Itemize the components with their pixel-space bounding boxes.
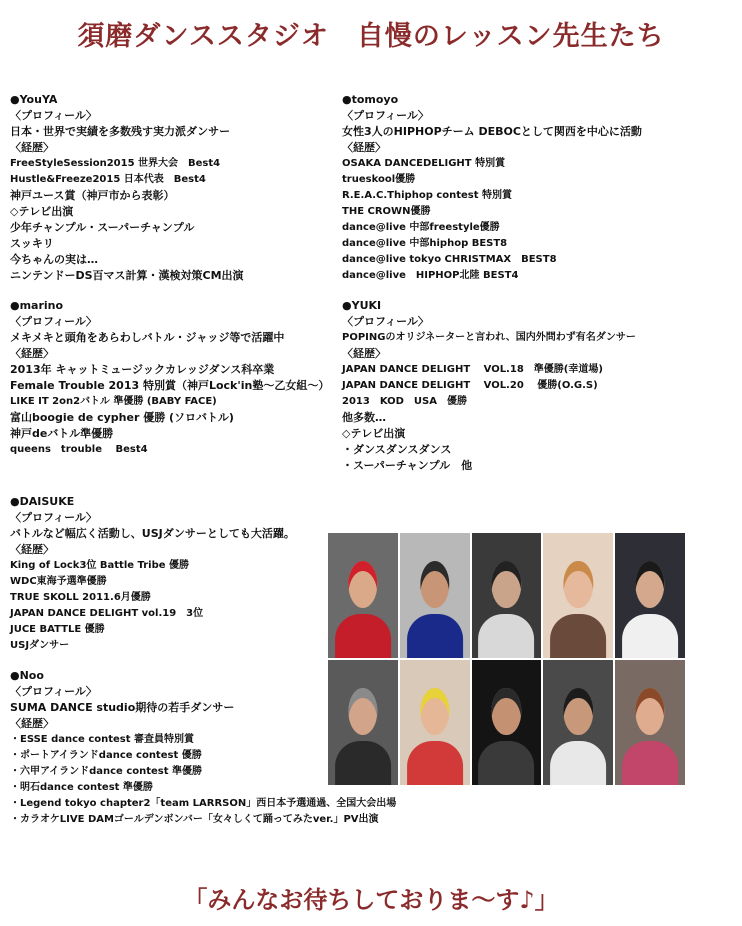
profile-line: OSAKA DANCEDELIGHT 特別賞 [342, 158, 506, 169]
teacher-photo [472, 533, 542, 658]
profile-line: ◇テレビ出演 [342, 427, 406, 440]
profile-line: 神戸ユース賞（神戸市から表彰） [10, 189, 175, 202]
teacher-photo [615, 660, 685, 785]
photo-body [335, 741, 391, 785]
teacher-photo [328, 660, 398, 785]
teacher-name: ●tomoyo [342, 93, 399, 106]
photo-body [479, 741, 535, 785]
photo-body [407, 741, 463, 785]
teacher-name: ●YouYA [10, 93, 58, 106]
profile-line: 日本・世界で実績を多数残す実力派ダンサー [10, 125, 231, 138]
profile-line: 2013年 キャットミュージックカレッジダンス科卒業 [10, 363, 275, 376]
profile-line: THE CROWN優勝 [342, 206, 431, 217]
profile-line: queens trouble Best4 [10, 444, 148, 455]
profile-line: 〈経歴〉 [10, 717, 54, 730]
photo-head [635, 561, 664, 609]
teacher-photo [400, 533, 470, 658]
profile-line: ・ダンスダンスダンス [342, 443, 452, 456]
photo-head [635, 688, 664, 736]
photo-head [420, 688, 449, 736]
profile-line: 〈経歴〉 [10, 543, 54, 556]
teacher-photo [615, 533, 685, 658]
profile-line: ・スーパーチャンプル 他 [342, 459, 473, 472]
profile-line: dance@live 中部hiphop BEST8 [342, 238, 508, 249]
teacher-photo [543, 533, 613, 658]
teacher-photo [400, 660, 470, 785]
teacher-name: ●DAISUKE [10, 495, 75, 508]
photo-body [622, 741, 678, 785]
photo-head [348, 561, 377, 609]
photo-body [622, 614, 678, 658]
profile-line: King of Lock3位 Battle Tribe 優勝 [10, 560, 190, 571]
profile-line: ・ESSE dance contest 審査員特別賞 [10, 734, 195, 745]
profile-line: ・明石dance contest 準優勝 [10, 782, 153, 793]
profile-line: 少年チャンプル・スーパーチャンプル [10, 221, 195, 234]
profile-line: 2013 KOD USA 優勝 [342, 396, 467, 407]
profile-line: trueskool優勝 [342, 174, 416, 185]
profile-line: TRUE SKOLL 2011.6月優勝 [10, 592, 151, 603]
profile-line: スッキリ [10, 237, 54, 250]
profile-line: 〈プロフィール〉 [342, 109, 429, 122]
profile-line: 〈プロフィール〉 [10, 315, 97, 328]
profile-line: 富山boogie de cypher 優勝 (ソロバトル) [10, 411, 234, 424]
photo-body [550, 741, 606, 785]
profile-line: 〈経歴〉 [10, 347, 54, 360]
profile-line: dance@live 中部freestyle優勝 [342, 222, 500, 233]
profile-line: 〈経歴〉 [10, 141, 54, 154]
photo-head [564, 561, 593, 609]
photo-body [335, 614, 391, 658]
profile-line: バトルなど幅広く活動し、USJダンサーとしても大活躍。 [10, 527, 295, 540]
profile-line: 神戸deバトル準優勝 [10, 427, 114, 440]
teacher-photo [543, 660, 613, 785]
teacher-photo [472, 660, 542, 785]
profile-line: JAPAN DANCE DELIGHT VOL.18 準優勝(幸道場) [342, 364, 603, 375]
profile-line: JAPAN DANCE DELIGHT VOL.20 優勝(O.G.S) [342, 380, 598, 391]
teacher-name: ●Noo [10, 669, 44, 682]
profile-line: JUCE BATTLE 優勝 [10, 624, 105, 635]
footer-message: 「みんなお待ちしておりま～す♪」 [183, 886, 559, 914]
profile-line: POPINGのオリジネーターと言われ、国内外問わず有名ダンサー [342, 332, 636, 343]
profile-line: dance@live tokyo CHRISTMAX BEST8 [342, 254, 557, 265]
profile-line: R.E.A.C.Thiphop contest 特別賞 [342, 190, 513, 201]
profile-line: FreeStyleSession2015 世界大会 Best4 [10, 158, 221, 169]
teacher-photo [328, 533, 398, 658]
profile-line: LIKE IT 2on2バトル 準優勝 (BABY FACE) [10, 396, 217, 407]
photo-body [407, 614, 463, 658]
teacher-youya [10, 92, 244, 284]
profile-line: 今ちゃんの実は… [10, 253, 98, 266]
teacher-name: ●YUKI [342, 299, 382, 312]
photo-head [420, 561, 449, 609]
page-title: 須磨ダンススタジオ 自慢のレッスン先生たち [77, 21, 665, 52]
teacher-photo-grid [328, 533, 685, 785]
photo-head [348, 688, 377, 736]
profile-line: Hustle&Freeze2015 日本代表 Best4 [10, 174, 206, 185]
profile-line: ・六甲アイランドdance contest 準優勝 [10, 766, 203, 777]
teacher-tomoyo [342, 92, 642, 284]
profile-line: 他多数… [342, 411, 386, 424]
profile-line: SUMA DANCE studio期待の若手ダンサー [10, 701, 235, 714]
profile-line: メキメキと頭角をあらわしバトル・ジャッジ等で活躍中 [10, 331, 285, 344]
profile-line: ニンテンドーDS百マス計算・漢検対策CM出演 [10, 269, 244, 282]
profile-line: WDC東海予選準優勝 [10, 576, 107, 587]
profile-line: 〈プロフィール〉 [10, 511, 97, 524]
profile-line: 〈プロフィール〉 [342, 315, 429, 328]
profile-line: JAPAN DANCE DELIGHT vol.19 3位 [10, 608, 204, 619]
profile-line: ・カラオケLIVE DAMゴールデンボンバー「女々しくて踊ってみたver.」PV出演 [10, 814, 379, 825]
profile-line: ・Legend tokyo chapter2「team LARRSON」西日本予選通過、全国大会出場 [10, 798, 397, 809]
teacher-daisuke [10, 494, 295, 654]
profile-line: 〈経歴〉 [342, 141, 386, 154]
profile-line: ◇テレビ出演 [10, 205, 74, 218]
photo-head [492, 561, 521, 609]
profile-line: 〈経歴〉 [342, 347, 386, 360]
photo-body [479, 614, 535, 658]
teacher-marino [10, 298, 329, 458]
photo-head [492, 688, 521, 736]
profile-line: 〈プロフィール〉 [10, 685, 97, 698]
photo-body [550, 614, 606, 658]
profile-line: 〈プロフィール〉 [10, 109, 97, 122]
profile-line: Female Trouble 2013 特別賞（神戸Lock'in塾～乙女組～） [10, 379, 330, 392]
profile-line: ・ポートアイランドdance contest 優勝 [10, 750, 202, 761]
profile-line: dance@live HIPHOP北陸 BEST4 [342, 270, 519, 281]
teacher-name: ●marino [10, 299, 64, 312]
profile-line: USJダンサー [10, 640, 70, 651]
profile-line: 女性3人のHIPHOPチーム DEBOCとして関西を中心に活動 [342, 125, 642, 138]
teacher-yuki [342, 298, 636, 474]
photo-head [564, 688, 593, 736]
